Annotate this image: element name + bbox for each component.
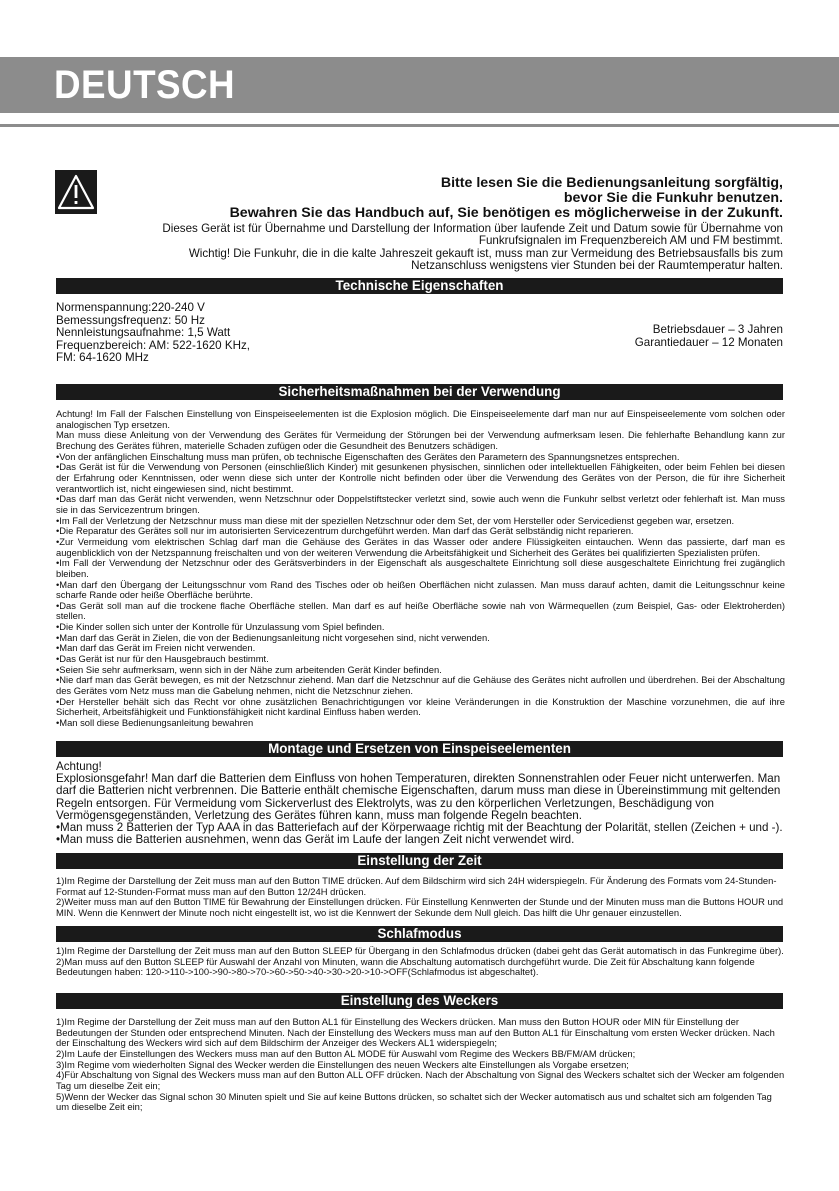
section-heading-alarm: Einstellung des Weckers — [56, 993, 783, 1009]
section-heading-battery: Montage und Ersetzen von Einspeiseelementen — [56, 741, 783, 757]
intro-bold-line-2: bevor Sie die Funkuhr benutzen. — [563, 190, 783, 206]
sleep-list — [56, 946, 785, 978]
alarm-list — [56, 1017, 785, 1113]
safety-item: •Man darf das Gerät in Zielen, die von der Bedienungsanleitung nicht vorgesehen sind, nicht verwenden. — [56, 631, 490, 643]
time-list — [56, 876, 785, 919]
sleep-item: 2)Man muss auf den Button SLEEP für Auswahl der Anzahl von Minuten, wann die Abschaltung automatisch durchgeführt wurde. Die Zeit für Abschaltung kann folgende Bedeutungen haben: 120->110->100->90->80->70->60->50->40->30->20->10->OFF(Schlafmodus ist abgeschaltet). — [56, 955, 755, 978]
safety-item: •Man darf das Gerät im Freien nicht verwenden. — [56, 642, 256, 654]
spec-voltage: Normenspannung:220-240 V — [56, 301, 205, 314]
safety-item: •Das darf man das Gerät nicht verwenden, wenn Netzschnur oder Doppelstiftstecker verletzt sind, sowie auch wenn die Funkuhr selbst verletzt oder fehlerhaft ist. Man muss sie in das Servicezentrum bringen. — [56, 493, 785, 515]
spec-frequency: Bemessungsfrequenz: 50 Hz — [56, 313, 205, 327]
battery-item: •Man muss die Batterien ausnehmen, wenn das Gerät im Laufe der langen Zeit nicht verwendet wird. — [56, 833, 575, 847]
intro-bold-line-1: Bitte lesen Sie die Bedienungsanleitung sorgfältig, — [440, 175, 783, 191]
tech-duration-list — [635, 324, 783, 349]
safety-item: •Die Kinder sollen sich unter der Kontrolle für Unzulassung vom Spiel befinden. — [56, 621, 385, 633]
sleep-item: 1)Im Regime der Darstellung der Zeit muss man auf den Button SLEEP für Übergang in den Schlafmodus drücken (dabei geht das Gerät automatisch in das Funkregime über). — [56, 945, 784, 956]
alarm-item: 2)Im Laufe der Einstellungen des Weckers muss man auf den Button AL MODE für Auswahl vom Regime des Weckers BB/FM/AM drücken; — [56, 1047, 636, 1059]
alarm-item: 5)Wenn der Wecker das Signal schon 30 Minuten spielt und Sie auf keine Buttons drücken, so schaltet sich der Wecker automatisch aus und schaltet sich am folgenden Tag um dieselbe Zeit ein; — [56, 1090, 772, 1113]
spec-service-life: Betriebsdauer – 3 Jahren — [652, 323, 783, 336]
battery-item: Explosionsgefahr! Man darf die Batterien dem Einfluss von hohen Temperaturen, direkten Sonnenstrahlen oder Feuer nicht unterwerfen. Man darf die Batterien nicht verbrennen. Die Batterie enthält chemische Eigenschaften, darum muss man diese in Übereinstimmung mit geltenden Regeln entsorgen. Für Vermeidung vom Sickerverlust des Elektrolyts, was zu den körperlichen Verletzungen, Beschädigung von Vermögensgegenständen, Verletzung des Gerätes führen kann, muss man folgende Regeln beachten. — [56, 772, 781, 822]
spec-frequency-range: Frequenzbereich: AM: 522-1620 KHz, — [56, 338, 250, 352]
safety-item: •Seien Sie sehr aufmerksam, wenn sich in der Nähe zum arbeitenden Gerät Kinder befinden. — [56, 663, 442, 675]
safety-item: •Nie darf man das Gerät bewegen, es mit der Netzschnur ziehend. Man darf die Netzschnur auf die Gehäuse des Gerätes nicht aufrollen und überdrehen. Bei der Abschaltung des Gerätes vom Netz muss man die Gabelung nehmen, nicht die Netzschnur ziehen. — [56, 674, 785, 697]
alarm-item: 4)Für Abschaltung von Signal des Weckers muss man auf den Button ALL OFF drücken. Nach der Abschaltung von Signal des Weckers schaltet sich der Wecker am folgenden Tag um dieselbe Zeit ein; — [56, 1069, 785, 1091]
section-heading-safety: Sicherheitsmaßnahmen bei der Verwendung — [56, 384, 783, 400]
header-bar — [0, 57, 839, 113]
safety-list — [56, 409, 785, 729]
safety-item: •Der Hersteller behält sich das Recht vor ohne zusätzlichen Benachrichtigungen vor kleine Veränderungen in die Konstruktion der Maschine vorzunehmen, die auf ihre Sicherheit, Arbeitsfähigkeit und Funktionsfähigkeit nicht kardinal Einfluss haben werden. — [56, 695, 785, 718]
safety-item: •Die Reparatur des Gerätes soll nur im autorisierten Servicezentrum durchgeführt werden. Man darf das Gerät selbständig nicht reparieren. — [56, 525, 634, 537]
time-item: 2)Weiter muss man auf den Button TIME für Bewahrung der Einstellungen drücken. Für Einstellung Kennwerten der Stunde und der Minuten muss man die Buttons HOUR und MIN. Wenn die Kennwert der Minute noch nicht eingestellt ist, wo ist die Kennwert der Sekunde dem Null gleich. Das hilft die Uhr genauer einzustellen. — [56, 896, 784, 918]
spec-warranty: Garantiedauer – 12 Monaten — [634, 335, 783, 349]
intro-bold-line-3: Bewahren Sie das Handbuch auf, Sie benötigen es möglicherweise in der Zukunft. — [229, 205, 783, 221]
section-heading-tech: Technische Eigenschaften — [56, 278, 783, 294]
tech-specs-list — [56, 302, 250, 365]
header-rule — [0, 124, 839, 127]
safety-item: •Das Gerät ist nur für den Hausgebrauch bestimmt. — [56, 653, 269, 665]
safety-item: •Man soll diese Bedienungsanleitung bewahren — [56, 717, 254, 729]
battery-item: •Man muss 2 Batterien der Typ AAA in das Batteriefach auf der Körperwaage richtig mit der Beachtung der Polarität, stellen (Zeichen + und -). — [56, 821, 783, 835]
spec-fm-range: FM: 64-1620 MHz — [56, 351, 149, 365]
safety-item: •Im Fall der Verwendung der Netzschnur oder des Gerätsverbinders in der Eigenschaft als ausgeschaltete Einrichtung soll diese ausgeschaltete Einrichtung frei zugänglich bleiben. — [56, 557, 785, 579]
safety-item: •Zur Vermeidung vom elektrischen Schlag darf man die Gehäuse des Gerätes in das Wasser oder andere Flüssigkeiten eintauchen. Wenn das passierte, darf man es augenblicklich von der Netzspannung freischalten und von der weiteren Verwendung die Arbeitsfähigkeit und Sicherheit des Gerätes bei qualifizierten Spezialisten prüfen. — [56, 535, 785, 558]
safety-item: •Im Fall der Verletzung der Netzschnur muss man diese mit der speziellen Netzschnur oder dem Set, der vom Hersteller oder Servicedienst gegeben war, ersetzen. — [56, 514, 735, 526]
page-title: DEUTSCH — [54, 63, 236, 107]
intro-paragraph-1: Dieses Gerät ist für Übernahme und Darstellung der Information über laufende Zeit und Datum sowie für Übernahme von Funkrufsignalen im Frequenzbereich AM und FM bestimmt. — [162, 222, 783, 248]
spec-power: Nennleistungsaufnahme: 1,5 Watt — [56, 326, 231, 340]
alarm-item: 1)Im Regime der Darstellung der Zeit muss man auf den Button AL1 für Einstellung des Weckers drücken. Man muss den Button HOUR oder MIN für Einstellung der Bedeutungen der Stunden oder entsprechend Minuten. Nach der Einstellung des Weckers muss man auf den Button AL1 für Einschaltung vom ersten Wecker drücken. Nach der Einschaltung des Weckers wird sich auf dem Bildschirm der Anzeiger des Weckers AL1 widerspiegeln; — [56, 1016, 775, 1049]
section-heading-time: Einstellung der Zeit — [56, 853, 783, 869]
safety-item: Man muss diese Anleitung von der Verwendung des Gerätes für Vermeidung der Störungen bei der Verwendung aufmerksam lesen. Die fehlerhafte Behandlung kann zur Brechung des Gerätes führen, materielle Schaden zufügen oder die Gesundheit des Benutzers schädigen. — [56, 429, 785, 451]
safety-item: •Man darf den Übergang der Leitungsschnur vom Rand des Tisches oder ob heißen Oberflächen nicht zulassen. Man muss darauf achten, damit die Leitungsschnur keine scharfe Rande oder heiße Oberfläche berührte. — [56, 578, 785, 601]
safety-item: Achtung! Im Fall der Falschen Einstellung von Einspeiseelementen ist die Explosion möglich. Die Einspeiseelemente darf man nur auf Einspeiseelemente vom solchen oder analogischen Typ ersetzen. — [56, 408, 785, 430]
safety-item: •Das Gerät soll man auf die trockene flache Oberfläche stellen. Man darf es auf heiße Oberfläche sowie nah von Wärmequellen (zum Beispiel, Gas- oder Elektroherden) stellen. — [56, 599, 785, 622]
time-item: 1)Im Regime der Darstellung der Zeit muss man auf den Button TIME drücken. Auf dem Bildschirm wird sich 24H widerspiegeln. Für Änderung des Formats vom 24-Stunden-Format auf 12-Stunden-Format muss man auf den Button 12/24H drücken. — [56, 875, 777, 897]
battery-list — [56, 761, 785, 846]
safety-item: •Von der anfänglichen Einschaltung muss man prüfen, ob technische Eigenschaften des Gerätes den Parametern des Spannungsnetzes entsprechen. — [56, 450, 680, 462]
safety-item: •Das Gerät ist für die Verwendung von Personen (einschließlich Kinder) mit gesunkenen physischen, sinnlichen oder intellektuellen Fähigkeiten, oder beim Fehlen bei diesen der Erfahrung oder Kenntnissen, oder wenn diese sich unter der Kontrolle nicht befinden oder über die Verwendung des Gerätes von der Person, die für ihre Sicherheit verantwortlich ist, nicht eingewiesen sind, nicht bestimmt. — [56, 461, 785, 494]
battery-item: Achtung! — [56, 760, 102, 773]
alarm-item: 3)Im Regime vom wiederholten Signal des Wecker werden die Einstellungen des neuen Weckers alte Einstellungen als Vorgabe ersetzen; — [56, 1058, 629, 1070]
intro-paragraph-2: Wichtig! Die Funkuhr, die in die kalte Jahreszeit gekauft ist, muss man zur Vermeidung des Betriebsausfalls bis zum Netzanschluss wenigstens vier Stunden bei der Raumtemperatur halten. — [188, 247, 783, 273]
section-heading-sleep: Schlafmodus — [56, 926, 783, 942]
